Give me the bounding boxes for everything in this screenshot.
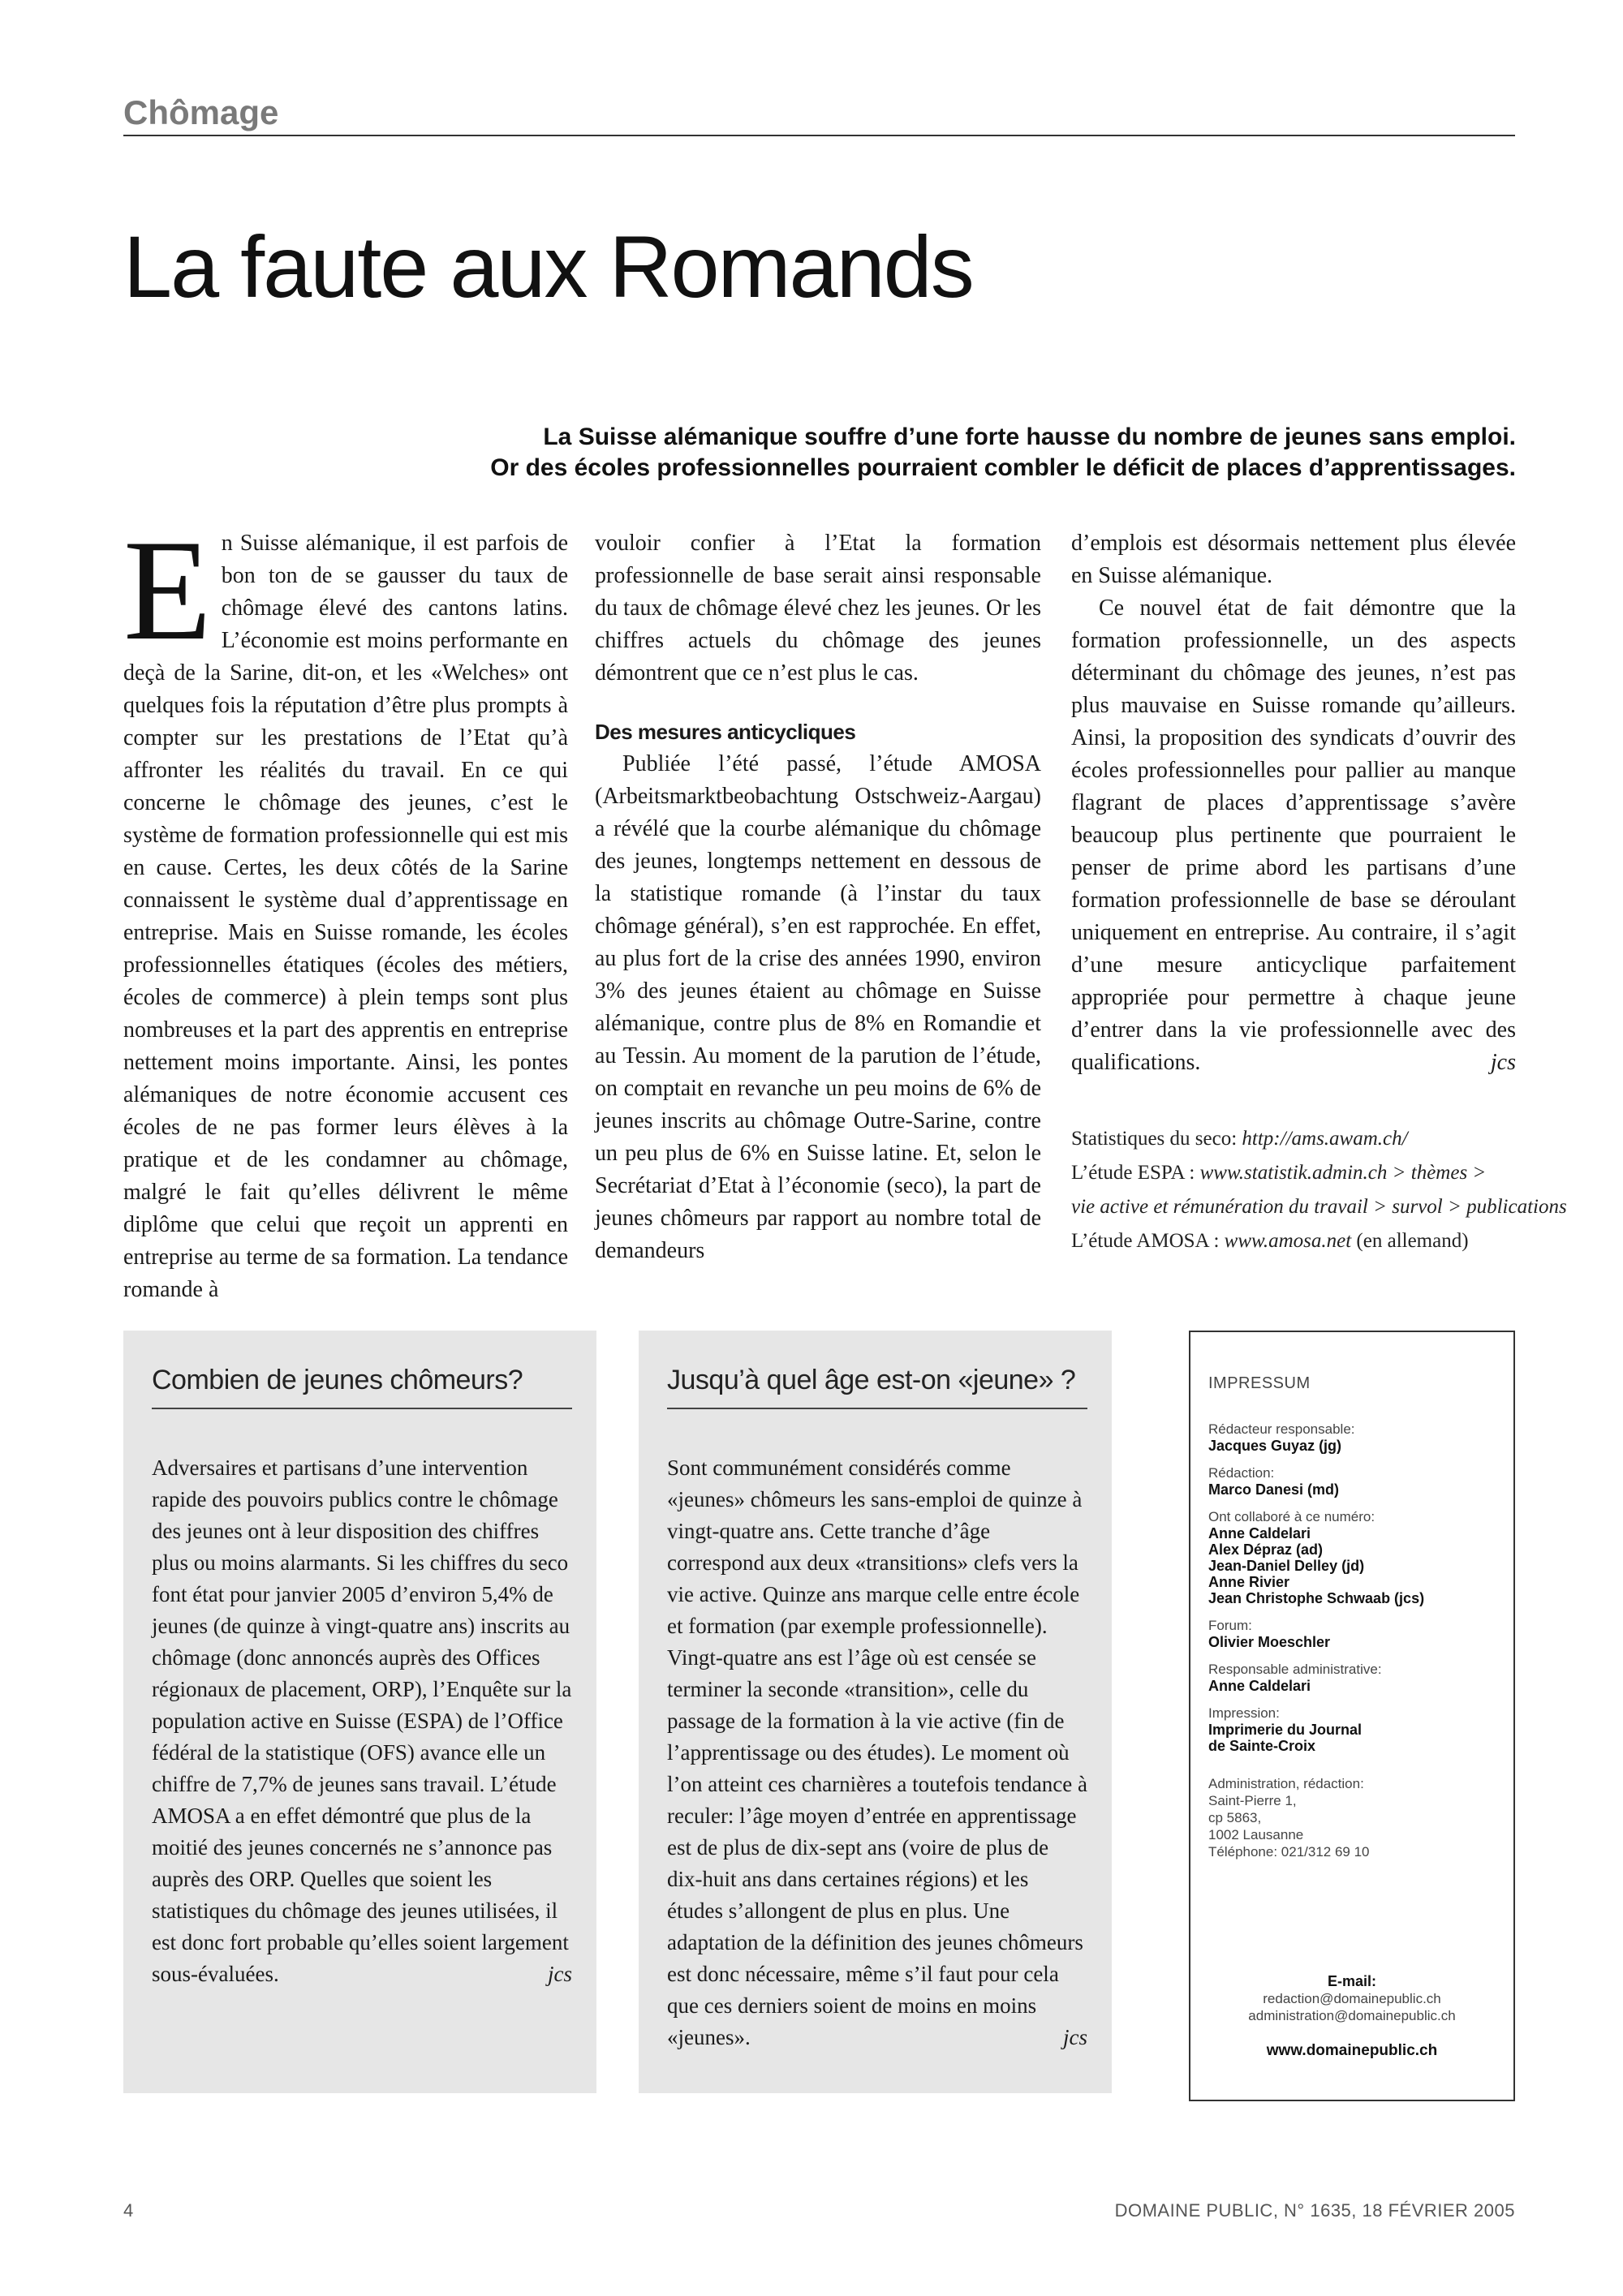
reference-note: (en allemand) <box>1351 1230 1469 1252</box>
reference-link-seco[interactable]: http://ams.awam.ch/ <box>1242 1128 1408 1150</box>
address-line: 1002 Lausanne <box>1208 1827 1304 1842</box>
reference-seco <box>1071 1124 1526 1154</box>
impressum-redaction <box>1208 1465 1500 1498</box>
impressum-name: Marco Danesi (md) <box>1208 1481 1340 1498</box>
box-signature: jcs <box>1063 2025 1087 2049</box>
impressum-box <box>1189 1331 1515 2101</box>
lede <box>187 422 1516 483</box>
sidebar-box-jeunes-chomeurs <box>123 1331 596 2093</box>
box-paragraph <box>152 1452 572 1990</box>
impressum-address <box>1208 1775 1500 1860</box>
impressum-label: Responsable administrative: <box>1208 1662 1382 1677</box>
sidebar-box-age-jeune <box>639 1331 1112 2093</box>
article-signature: jcs <box>1490 1050 1516 1075</box>
article-text: Ce nouvel état de fait démontre que la formation professionnelle, un des aspects déterminant du chômage des jeunes, n’est pas plus mauvaise en Suisse romande qu’ailleurs. Ainsi, la proposition des syndicats d’ouvrir des écoles professionnelles pour pallier au manque flagrant de places d’apprentissage s’avère beaucoup plus pertinente que pourraient le penser de prime abord les partisans d’une formation professionnelle de base se déroulant uniquement en entreprise. Au contraire, il s’agit d’une mesure anticyclique parfaitement appropriée pour permettre à chaque jeune d’entrer dans la vie professionnelle avec des qualifications. <box>1071 595 1516 1075</box>
impressum-label: Rédaction: <box>1208 1465 1275 1481</box>
impressum-name: Jean-Daniel Delley (jd) <box>1208 1558 1365 1574</box>
email-label: E-mail: <box>1327 1973 1376 1989</box>
article-column-2 <box>595 527 1041 1282</box>
impressum-list <box>1208 1421 1500 1860</box>
reference-link-amosa[interactable]: www.amosa.net <box>1224 1230 1352 1252</box>
impressum-contact <box>1190 1973 1513 2060</box>
impressum-name: Anne Caldelari <box>1208 1678 1311 1694</box>
section-label: Chômage <box>123 93 279 131</box>
reference-espa-path <box>1071 1192 1567 1223</box>
box-body <box>152 1452 572 1990</box>
reference-label: Statistiques du seco: <box>1071 1128 1242 1150</box>
address-line: cp 5863, <box>1208 1810 1262 1825</box>
address-line: Saint-Pierre 1, <box>1208 1793 1297 1808</box>
article-column-3 <box>1071 527 1516 1095</box>
address-phone: Téléphone: 021/312 69 10 <box>1208 1844 1370 1860</box>
box-paragraph <box>667 1452 1087 2053</box>
reference-link-espa-path[interactable]: vie active et rémunération du travail > survol > publications <box>1071 1196 1567 1218</box>
article-paragraph <box>1071 592 1516 1079</box>
impressum-impression <box>1208 1705 1500 1754</box>
impressum-label: Impression: <box>1208 1705 1280 1721</box>
article-paragraph: vouloir confier à l’Etat la formation professionnelle de base serait ainsi responsable du taux de chômage élevé chez les jeunes. Or les chiffres actuels du chômage des jeunes démontrent que ce n’est plus le cas. <box>595 531 1041 686</box>
email-link-administration[interactable]: administration@domainepublic.ch <box>1248 2008 1456 2023</box>
reference-espa <box>1071 1158 1526 1189</box>
reference-label: L’étude AMOSA : <box>1071 1230 1225 1252</box>
impressum-name: Jean Christophe Schwaab (jcs) <box>1208 1590 1425 1606</box>
reference-label: L’étude ESPA : <box>1071 1162 1200 1184</box>
address-line: Administration, rédaction: <box>1208 1776 1364 1791</box>
impressum-name: Olivier Moeschler <box>1208 1634 1331 1650</box>
impressum-title: IMPRESSUM <box>1208 1374 1311 1392</box>
references <box>1071 1124 1567 1260</box>
article-text: n Suisse alémanique, il est parfois de bon ton de se gausser du taux de chômage élevé des cantons latins. L’économie est moins performante en deçà de la Sarine, dit-on, et les «Welches» ont quelques fois la réputation d’être plus prompts à compter sur les prestations de l’Etat qu’à affronter les réalités du travail. En ce qui concerne le chômage des jeunes, c’est le système de formation professionnelle qui est mis en cause. Certes, les deux côtés de la Sarine connaissent le système dual d’apprentissage en entreprise. Mais en Suisse romande, les écoles professionnelles étatiques (écoles des métiers, écoles de commerce) à plein temps sont plus nombreuses et la part des apprentis en entreprise nettement moins importante. Ainsi, les pontes alémaniques de notre économie accusent ces écoles de ne pas former leurs élèves à la pratique et de les condamner au chômage, malgré le fait qu’elles délivrent le même diplôme que celui que reçoit un apprenti en entreprise au terme de sa formation. La tendance romande à <box>123 531 568 1302</box>
website-link[interactable]: www.domainepublic.ch <box>1266 2042 1438 2059</box>
dropcap: E <box>123 510 212 670</box>
impressum-admin <box>1208 1662 1500 1694</box>
box-title: Jusqu’à quel âge est-on «jeune» ? <box>667 1365 1087 1409</box>
impressum-label: Rédacteur responsable: <box>1208 1421 1355 1437</box>
lede-line-2: Or des écoles professionnelles pourraient combler le déficit de places d’apprentissages. <box>490 454 1516 481</box>
email-link-redaction[interactable]: redaction@domainepublic.ch <box>1263 1991 1441 2006</box>
impressum-collaborateurs <box>1208 1509 1500 1606</box>
impressum-label: Ont collaboré à ce numéro: <box>1208 1509 1375 1524</box>
article-paragraph: d’emplois est désormais nettement plus élevée en Suisse alémanique. <box>1071 531 1516 588</box>
box-text: Adversaires et partisans d’une intervention rapide des pouvoirs publics contre le chômage des jeunes ont à leur disposition des chiffres plus ou moins alarmants. Si les chiffres du seco font état pour janvier 2005 d’environ 5,4% de jeunes (de quinze à vingt-quatre ans) inscrits au chômage (donc annoncés auprès des Offices régionaux de placement, ORP), l’Enquête sur la population active en Suisse (ESPA) de l’Office fédéral de la statistique (OFS) avance elle un chiffre de 7,7% de jeunes sans travail. L’étude AMOSA a en effet démontré que plus de la moitié des jeunes concernés ne s’annonce pas auprès des ORP. Quelles que soient les statistiques du chômage des jeunes utilisées, il est donc fort probable qu’elles soient largement sous-évaluées. <box>152 1455 572 1986</box>
article-subhead: Des mesures anticycliques <box>595 720 856 744</box>
box-signature: jcs <box>548 1962 572 1986</box>
box-title: Combien de jeunes chômeurs? <box>152 1365 572 1409</box>
box-text: Sont communément considérés comme «jeunes» chômeurs les sans-emploi de quinze à vingt-quatre ans. Cette tranche d’âge correspond aux deux «transitions» clefs vers la vie active. Quinze ans marque celle entre école et formation (par exemple professionnelle). Vingt-quatre ans est l’âge où est censée se terminer la seconde «transition», celle du passage de la formation à la vie active (fin de l’apprentissage ou des études). Le moment où l’on atteint ces charnières a toutefois tendance à reculer: l’âge moyen d’entrée en apprentissage est de plus de dix-sept ans (voire de plus de dix-huit ans dans certaines régions) et les études s’allongent de plus en plus. Une adaptation de la définition des jeunes chômeurs est donc nécessaire, même s’il faut pour cela que ces derniers soient de moins en moins «jeunes». <box>667 1455 1088 2049</box>
impressum-forum <box>1208 1618 1500 1650</box>
article-column-1 <box>123 510 568 1302</box>
impressum-name: Imprimerie du Journal <box>1208 1722 1363 1738</box>
article-paragraph: Publiée l’été passé, l’étude AMOSA (Arbeitsmarktbeobachtung Ostschweiz-Aargau) a révélé que la courbe alémanique du chômage des jeunes, longtemps nettement en dessous de la statistique romande (à l’instar du taux chômage général), s’en est rapprochée. En effet, au plus fort de la crise des années 1990, environ 3% des jeunes étaient au chômage en Suisse alémanique, contre plus de 8% en Romandie et au Tessin. Au moment de la parution de l’étude, on comptait en revanche un peu moins de 6% de jeunes inscrits au chômage Outre-Sarine, contre un peu plus de 6% en Suisse latine. Et, selon le Secrétariat d’Etat à l’économie (seco), la part de jeunes chômeurs par rapport au nombre total de demandeurs <box>595 751 1041 1263</box>
impressum-name: Anne Caldelari <box>1208 1525 1311 1541</box>
impressum-label: Forum: <box>1208 1618 1252 1633</box>
impressum-name: de Sainte-Croix <box>1208 1738 1316 1754</box>
page-number: 4 <box>123 2200 134 2221</box>
issue-info: DOMAINE PUBLIC, N° 1635, 18 FÉVRIER 2005 <box>1114 2200 1515 2221</box>
box-body <box>667 1452 1087 2053</box>
section-rule <box>123 135 1515 136</box>
lede-line-1: La Suisse alémanique souffre d’une forte hausse du nombre de jeunes sans emploi. <box>543 424 1516 450</box>
reference-amosa <box>1071 1226 1526 1257</box>
impressum-name: Anne Rivier <box>1208 1574 1290 1590</box>
reference-link-espa[interactable]: www.statistik.admin.ch > thèmes > <box>1199 1162 1487 1184</box>
impressum-redacteur <box>1208 1421 1500 1454</box>
article-paragraph <box>123 510 568 1306</box>
impressum-name: Jacques Guyaz (jg) <box>1208 1438 1342 1454</box>
headline: La faute aux Romands <box>123 217 973 316</box>
impressum-name: Alex Dépraz (ad) <box>1208 1541 1324 1558</box>
